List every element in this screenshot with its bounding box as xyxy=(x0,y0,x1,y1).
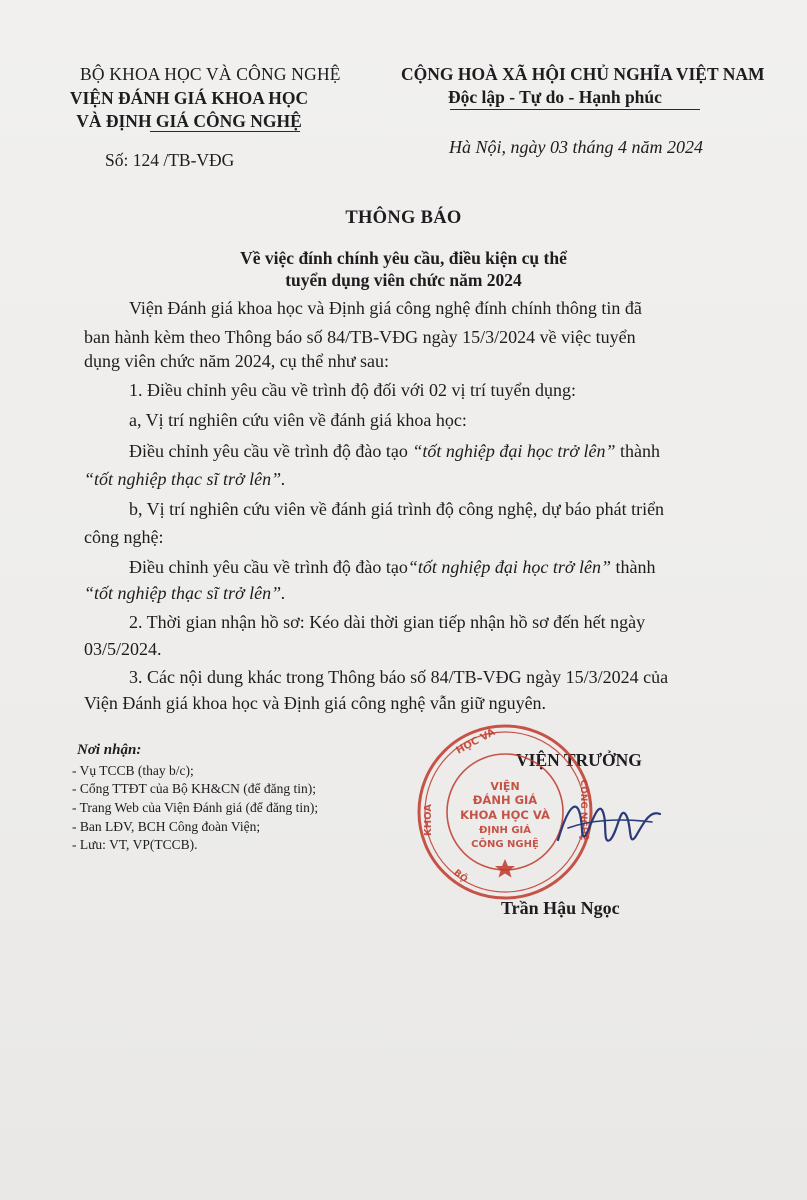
signer-name: Trần Hậu Ngọc xyxy=(501,898,620,918)
item2-line1: 2. Thời gian nhận hồ sơ: Kéo dài thời gian tiếp nhận hồ sơ đến hết ngày xyxy=(129,612,646,632)
header-divider-right xyxy=(450,109,700,110)
seal-star-icon xyxy=(495,859,515,878)
seal-center-line3: KHOA HỌC VÀ xyxy=(460,808,550,822)
issue-date: Hà Nội, ngày 03 tháng 4 năm 2024 xyxy=(449,137,703,157)
seal-ring-top: HỌC VÀ xyxy=(454,726,498,757)
subtitle-line2: tuyển dụng viên chức năm 2024 xyxy=(285,270,522,290)
seal-center-line2: ĐÁNH GIÁ xyxy=(472,793,538,807)
recipient-item: - Cổng TTĐT của Bộ KH&CN (để đăng tin); xyxy=(72,781,316,796)
ministry-name: BỘ KHOA HỌC VÀ CÔNG NGHỆ xyxy=(80,64,341,84)
document-title: THÔNG BÁO xyxy=(345,208,462,228)
item1b-heading-line1: b, Vị trí nghiên cứu viên về đánh giá trình độ công nghệ, dự báo phát triển xyxy=(129,499,665,519)
recipient-item: - Vụ TCCB (thay b/c); xyxy=(72,763,194,778)
item1a-new-requirement: “tốt nghiệp thạc sĩ trở lên”. xyxy=(84,469,286,489)
item1a-adjustment-mid: thành xyxy=(620,441,661,461)
seal-ring-right: CÔNG NGHỆ xyxy=(578,779,588,841)
item1b-new-requirement: “tốt nghiệp thạc sĩ trở lên”. xyxy=(84,583,286,603)
recipient-item: - Trang Web của Viện Đánh giá (để đăng tin); xyxy=(72,800,319,815)
recipient-item: - Lưu: VT, VP(TCCB). xyxy=(72,837,198,852)
seal-ring-left: KHOA xyxy=(423,803,434,837)
header-divider-left xyxy=(150,131,300,132)
item1b-old-requirement: “tốt nghiệp đại học trở lên” xyxy=(407,557,612,577)
item3-line1: 3. Các nội dung khác trong Thông báo số 84/TB-VĐG ngày 15/3/2024 của xyxy=(129,667,669,687)
document-number: Số: 124 /TB-VĐG xyxy=(105,150,235,170)
document-subtitle xyxy=(0,247,807,291)
item1b-adjustment xyxy=(129,557,656,578)
item1a-adjustment-prefix: Điều chỉnh yêu cầu về trình độ đào tạo xyxy=(129,441,408,461)
nation-name: CỘNG HOÀ XÃ HỘI CHỦ NGHĨA VIỆT NAM xyxy=(401,64,765,84)
item1a-adjustment xyxy=(129,441,660,462)
intro-line1: Viện Đánh giá khoa học và Định giá công nghệ đính chính thông tin đã xyxy=(129,298,642,318)
signer-title: VIỆN TRƯỞNG xyxy=(516,750,642,770)
institute-name xyxy=(0,87,378,133)
item1b-heading-line2: công nghệ: xyxy=(84,527,164,547)
item3-line2: Viện Đánh giá khoa học và Định giá công nghệ vẫn giữ nguyên. xyxy=(84,693,547,713)
seal-center-line4: ĐỊNH GIÁ xyxy=(479,825,531,836)
institute-name-line2: VÀ ĐỊNH GIÁ CÔNG NGHỆ xyxy=(76,111,302,131)
intro-line2: ban hành kèm theo Thông báo số 84/TB-VĐG ngày 15/3/2024 về việc tuyển xyxy=(84,327,636,347)
recipients-heading: Nơi nhận: xyxy=(77,742,142,758)
item1a-old-requirement: “tốt nghiệp đại học trở lên” xyxy=(412,441,616,461)
seal-ring-bottom: BỘ xyxy=(451,867,470,885)
seal-center-line1: VIỆN xyxy=(490,780,520,793)
handwritten-signature xyxy=(540,770,680,870)
item2-line2: 03/5/2024. xyxy=(84,639,162,659)
item1b-adjustment-mid: thành xyxy=(615,557,656,577)
seal-center-line5: CÔNG NGHỆ xyxy=(471,839,539,850)
institute-name-line1: VIỆN ĐÁNH GIÁ KHOA HỌC xyxy=(69,88,309,108)
national-motto: Độc lập - Tự do - Hạnh phúc xyxy=(448,87,662,107)
subtitle-line1: Về việc đính chính yêu cầu, điều kiện cụ thể xyxy=(240,248,567,268)
item1a-heading: a, Vị trí nghiên cứu viên về đánh giá khoa học: xyxy=(129,410,467,430)
recipient-item: - Ban LĐV, BCH Công đoàn Viện; xyxy=(72,819,261,834)
item1-heading: 1. Điều chỉnh yêu cầu về trình độ đối với 02 vị trí tuyển dụng: xyxy=(129,380,576,400)
intro-line3: dụng viên chức năm 2024, cụ thể như sau: xyxy=(84,351,389,371)
item1b-adjustment-prefix: Điều chỉnh yêu cầu về trình độ đào tạo xyxy=(129,557,408,577)
